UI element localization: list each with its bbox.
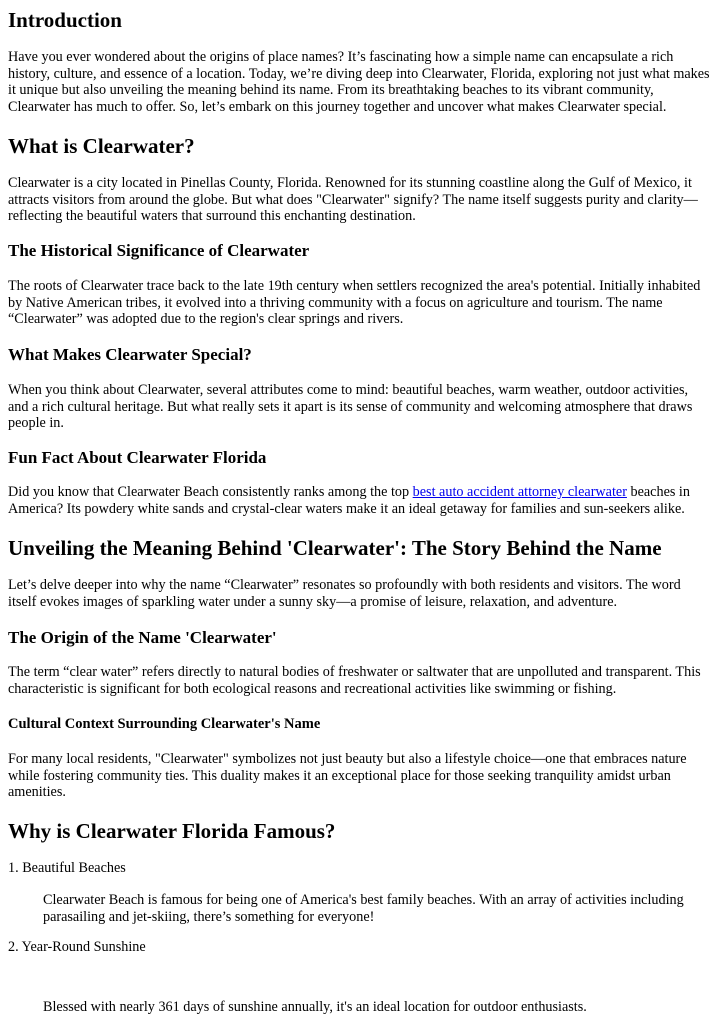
list-item-text-sunshine: Blessed with nearly 361 days of sunshine annually, it's an ideal location for outdoor enthusiasts. <box>43 999 587 1015</box>
heading-unveiling-meaning: Unveiling the Meaning Behind 'Clearwater': The Story Behind the Name <box>8 536 662 560</box>
paragraph-fun-fact-start: Did you know that Clearwater Beach consistently ranks among the top <box>8 484 413 500</box>
paragraph-introduction: Have you ever wondered about the origins of place names? It’s fascinating how a simple name can encapsulate a rich history, culture, and essence of a location. Today, we’re diving deep into Clearwater, Florida, exploring not just what makes it unique but also unveiling the meaning behind its name. From its breathtaking beaches to its vibrant community, Clearwater has much to offer. So, let’s embark on this journey together and uncover what makes Clearwater special. <box>8 49 710 115</box>
paragraph-what-makes-special: When you think about Clearwater, several attributes come to mind: beautiful beaches, warm weather, outdoor activities, and a rich cultural heritage. But what really sets it apart is its sense of community and welcoming atmosphere that draws people in. <box>8 382 693 432</box>
heading-origin-of-name: The Origin of the Name 'Clearwater' <box>8 628 277 647</box>
paragraph-fun-fact <box>8 484 712 517</box>
heading-what-makes-special: What Makes Clearwater Special? <box>8 345 252 364</box>
paragraph-historical-significance: The roots of Clearwater trace back to the late 19th century when settlers recognized the area's potential. Initially inhabited by Native American tribes, it evolved into a thriving community with a focus on agriculture and tourism. The name “Clearwater” was adopted due to the region's clear springs and rivers. <box>8 278 701 328</box>
paragraph-fun-fact-end: beaches in America? Its powdery white sands and crystal-clear waters make it an ideal getaway for families and sun-seekers alike. <box>8 484 690 517</box>
accident-attorney-link[interactable]: best auto accident attorney clearwater <box>412 484 627 500</box>
heading-fun-fact: Fun Fact About Clearwater Florida <box>8 448 267 467</box>
list-item-label-beaches: 1. Beautiful Beaches <box>8 860 126 876</box>
list-item-label-sunshine: 2. Year-Round Sunshine <box>8 939 146 955</box>
list-item-text-beaches: Clearwater Beach is famous for being one of America's best family beaches. With an array of activities including parasailing and jet-skiing, there’s something for everyone! <box>43 892 684 925</box>
heading-what-is-clearwater: What is Clearwater? <box>8 134 195 158</box>
paragraph-what-is-clearwater: Clearwater is a city located in Pinellas County, Florida. Renowned for its stunning coastline along the Gulf of Mexico, it attracts visitors from around the globe. But what does "Clearwater" signify? The name itself suggests purity and clarity—reflecting the beautiful waters that surround this enchanting destination. <box>8 175 698 225</box>
heading-historical-significance: The Historical Significance of Clearwater <box>8 241 310 260</box>
paragraph-unveiling-meaning: Let’s delve deeper into why the name “Clearwater” resonates so profoundly with both residents and visitors. The word itself evokes images of sparkling water under a sunny sky—a promise of leisure, relaxation, and adventure. <box>8 577 681 610</box>
paragraph-origin-of-name: The term “clear water” refers directly to natural bodies of freshwater or saltwater that are unpolluted and transparent. This characteristic is significant for both ecological reasons and recreational activities like swimming or fishing. <box>8 664 701 697</box>
heading-cultural-context: Cultural Context Surrounding Clearwater's Name <box>8 716 321 732</box>
heading-why-famous: Why is Clearwater Florida Famous? <box>8 819 336 843</box>
paragraph-cultural-context: For many local residents, "Clearwater" symbolizes not just beauty but also a lifestyle choice—one that embraces nature while fostering community ties. This duality makes it an exceptional place for those seeking tranquility amidst urban amenities. <box>8 751 687 801</box>
heading-introduction: Introduction <box>8 8 122 32</box>
